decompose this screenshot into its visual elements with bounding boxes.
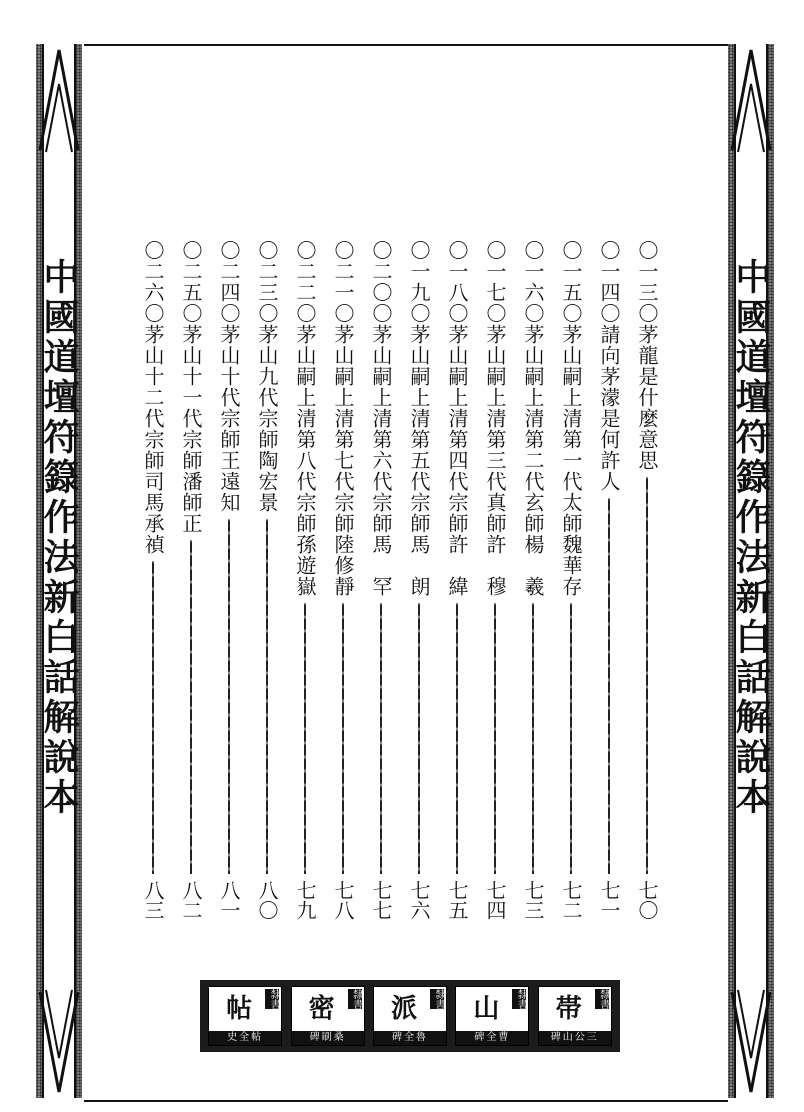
toc-entry-page: 七六	[407, 880, 431, 920]
toc-entry-page: 七四	[483, 880, 507, 920]
seal-character: 帯	[555, 994, 582, 1024]
toc-entry-title: 〇一四〇請向茅濛是何許人	[597, 240, 621, 492]
right-border-band	[728, 44, 774, 1098]
toc-entry-page: 八二	[179, 880, 203, 920]
toc-leader-dots	[646, 477, 648, 874]
toc-entry-title: 〇一七〇茅山嗣上清第三代真師許 穆	[483, 240, 507, 597]
toc-entry-title: 〇二六〇茅山十二代宗師司馬承禎	[141, 240, 165, 555]
toc-entry[interactable]	[178, 240, 204, 920]
toc-leader-dots	[570, 603, 572, 874]
toc-entry-page: 八三	[141, 880, 165, 920]
toc-leader-dots	[266, 519, 268, 874]
calligraphy-seal-strip	[200, 980, 620, 1052]
seal-character: 山	[473, 994, 500, 1024]
toc-entry-title: 〇二三〇茅山九代宗師陶宏景	[255, 240, 279, 513]
seal-stamp	[291, 986, 365, 1046]
seal-caption: 史全帖	[209, 1031, 281, 1045]
seal-stamp	[455, 986, 529, 1046]
right-top-chevron-icon	[728, 44, 774, 154]
toc-leader-dots	[494, 603, 496, 874]
toc-entry-page: 七八	[331, 880, 355, 920]
toc-entry-title: 〇一六〇茅山嗣上清第二代玄師楊 羲	[521, 240, 545, 597]
toc-leader-dots	[532, 603, 534, 874]
toc-entry-title: 〇二五〇茅山十一代宗師潘師正	[179, 240, 203, 534]
toc-leader-dots	[380, 603, 382, 874]
toc-entry[interactable]	[596, 240, 622, 920]
seal-style-label: 隸書	[430, 989, 444, 1009]
toc-leader-dots	[228, 519, 230, 874]
seal-stamp	[538, 986, 612, 1046]
seal-character: 帖	[226, 994, 253, 1024]
table-of-contents	[140, 240, 660, 920]
left-border-band	[36, 44, 82, 1098]
seal-stamp	[208, 986, 282, 1046]
toc-entry-title: 〇一九〇茅山嗣上清第五代宗師馬 朗	[407, 240, 431, 597]
toc-entry-page: 七五	[445, 880, 469, 920]
toc-leader-dots	[304, 603, 306, 874]
seal-style-label: 隸書	[348, 989, 362, 1009]
toc-entry-page: 八一	[217, 880, 241, 920]
toc-entry[interactable]	[140, 240, 166, 920]
seal-character: 派	[390, 994, 417, 1024]
toc-leader-dots	[608, 498, 610, 874]
toc-entry[interactable]	[292, 240, 318, 920]
toc-entry[interactable]	[634, 240, 660, 920]
seal-caption: 碑山公三	[539, 1031, 611, 1045]
right-side-title: 中國道壇符籙作法新白話解說本	[730, 258, 772, 818]
toc-entry[interactable]	[520, 240, 546, 920]
toc-leader-dots	[418, 603, 420, 874]
toc-entry[interactable]	[482, 240, 508, 920]
toc-entry-title: 〇一三〇茅龍是什麼意思	[635, 240, 659, 471]
seal-style-label: 隸書	[265, 989, 279, 1009]
toc-leader-dots	[152, 561, 154, 874]
left-top-chevron-icon	[36, 44, 82, 154]
toc-entry-title: 〇二二〇茅山嗣上清第八代宗師孫遊嶽	[293, 240, 317, 597]
toc-leader-dots	[190, 540, 192, 874]
toc-leader-dots	[456, 603, 458, 874]
toc-entry-page: 七七	[369, 880, 393, 920]
seal-stamp	[373, 986, 447, 1046]
toc-entry-page: 七二	[559, 880, 583, 920]
toc-entry[interactable]	[254, 240, 280, 920]
left-bottom-chevron-icon	[36, 988, 82, 1098]
right-bottom-chevron-icon	[728, 988, 774, 1098]
seal-caption: 碑全曹	[456, 1031, 528, 1045]
toc-entry-title: 〇一五〇茅山嗣上清第一代太師魏華存	[559, 240, 583, 597]
toc-entry[interactable]	[368, 240, 394, 920]
left-side-title: 中國道壇符籙作法新白話解說本	[38, 258, 80, 818]
toc-entry[interactable]	[444, 240, 470, 920]
toc-entry-title: 〇二四〇茅山十代宗師王遠知	[217, 240, 241, 513]
seal-style-label: 隸書	[512, 989, 526, 1009]
toc-entry-title: 〇二一〇茅山嗣上清第七代宗師陸修靜	[331, 240, 355, 597]
toc-entry-page: 七三	[521, 880, 545, 920]
toc-entry-title: 〇二〇〇茅山嗣上清第六代宗師馬 罕	[369, 240, 393, 597]
toc-entry[interactable]	[216, 240, 242, 920]
toc-entry[interactable]	[406, 240, 432, 920]
seal-character: 密	[308, 994, 335, 1024]
seal-caption: 碑刷桑	[292, 1031, 364, 1045]
toc-leader-dots	[342, 603, 344, 874]
toc-entry-title: 〇一八〇茅山嗣上清第四代宗師許 緯	[445, 240, 469, 597]
toc-entry[interactable]	[330, 240, 356, 920]
toc-entry-page: 七〇	[635, 880, 659, 920]
seal-caption: 碑全魯	[374, 1031, 446, 1045]
toc-entry-page: 七一	[597, 880, 621, 920]
toc-entry-page: 七九	[293, 880, 317, 920]
toc-entry[interactable]	[558, 240, 584, 920]
toc-entry-page: 八〇	[255, 880, 279, 920]
seal-style-label: 隸書	[595, 989, 609, 1009]
